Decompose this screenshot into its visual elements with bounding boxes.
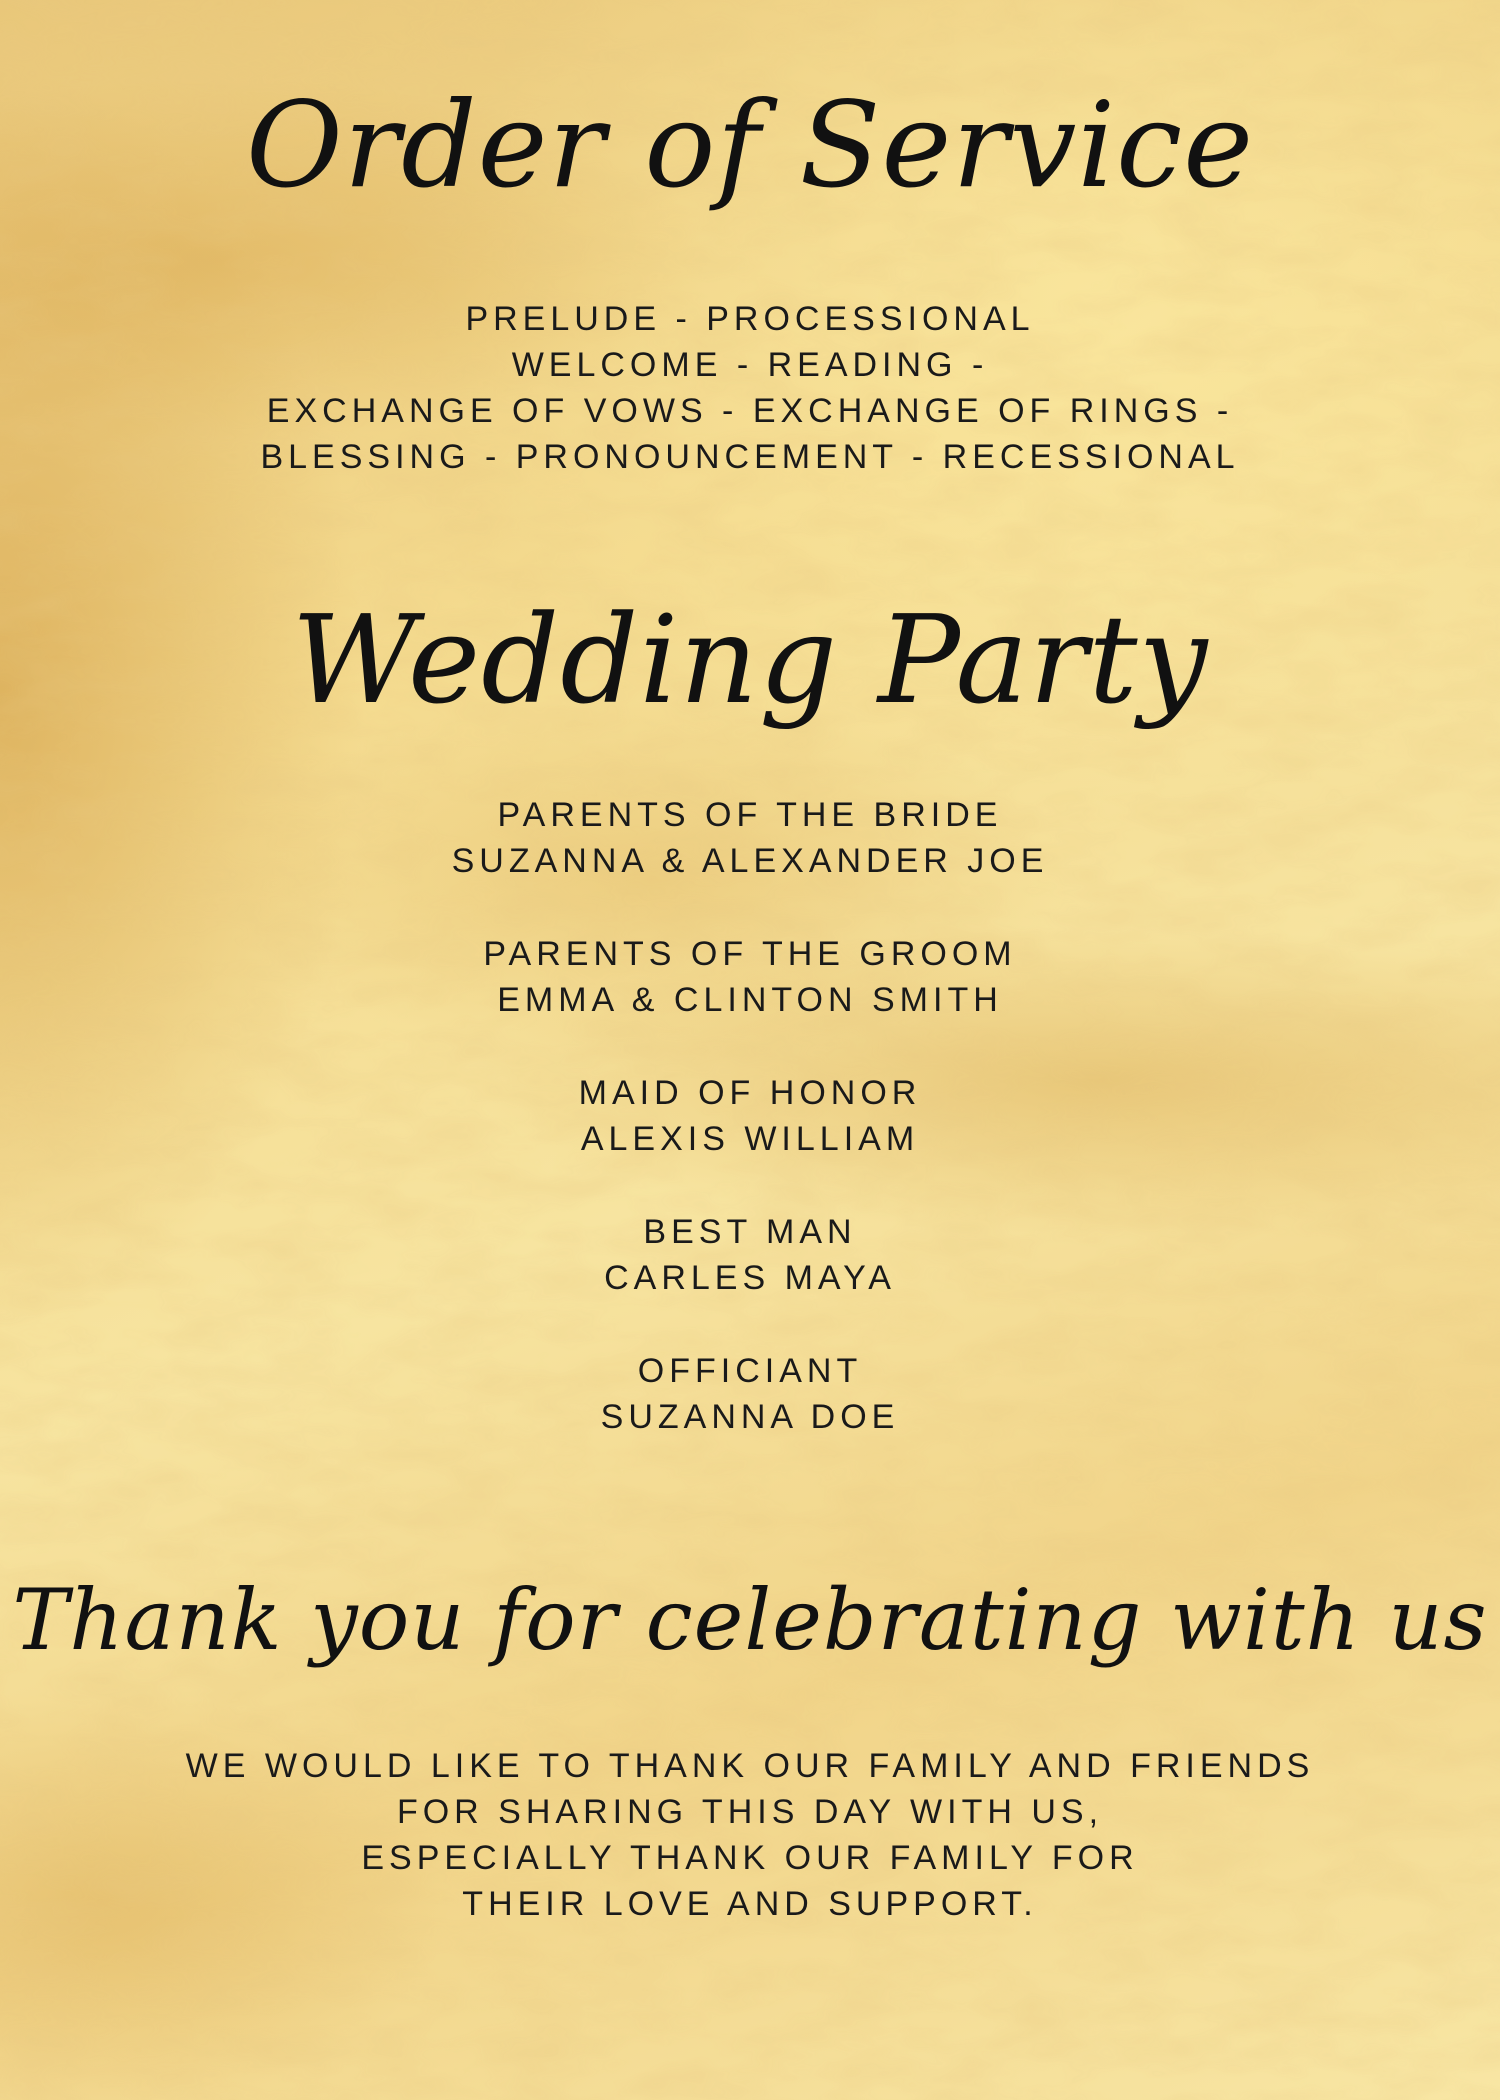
- party-group: [0, 792, 1500, 884]
- wedding-party-title: Wedding Party: [291, 589, 1209, 731]
- party-group: [0, 1070, 1500, 1162]
- order-of-service-title: Order of Service: [245, 76, 1255, 214]
- party-role: OFFICIANT: [637, 1352, 863, 1390]
- thank-you-title: Thank you for celebrating with us: [12, 1571, 1488, 1669]
- party-name: EMMA & CLINTON SMITH: [497, 981, 1003, 1019]
- thank-you-message: [0, 1743, 1500, 1927]
- party-role: BEST MAN: [643, 1213, 857, 1251]
- thank-you-line: WE WOULD LIKE TO THANK OUR FAMILY AND FRIENDS: [185, 1747, 1315, 1785]
- service-line: BLESSING - PRONOUNCEMENT - RECESSIONAL: [260, 438, 1240, 476]
- order-of-service-list: [0, 296, 1500, 480]
- party-name: SUZANNA & ALEXANDER JOE: [451, 842, 1049, 880]
- party-group: [0, 931, 1500, 1023]
- party-role: PARENTS OF THE BRIDE: [497, 796, 1003, 834]
- thank-you-line: THEIR LOVE AND SUPPORT.: [462, 1885, 1038, 1923]
- service-line: PRELUDE - PROCESSIONAL: [465, 300, 1035, 338]
- service-line: WELCOME - READING -: [511, 346, 989, 384]
- party-name: CARLES MAYA: [604, 1259, 896, 1297]
- party-role: MAID OF HONOR: [578, 1074, 922, 1112]
- party-name: SUZANNA DOE: [600, 1398, 900, 1436]
- wedding-party-list: [0, 792, 1500, 1487]
- party-name: ALEXIS WILLIAM: [580, 1120, 920, 1158]
- thank-you-line: ESPECIALLY THANK OUR FAMILY FOR: [361, 1839, 1139, 1877]
- party-group: [0, 1348, 1500, 1440]
- party-group: [0, 1209, 1500, 1301]
- service-line: EXCHANGE OF VOWS - EXCHANGE OF RINGS -: [266, 392, 1234, 430]
- thank-you-line: FOR SHARING THIS DAY WITH US,: [396, 1793, 1104, 1831]
- party-role: PARENTS OF THE GROOM: [483, 935, 1017, 973]
